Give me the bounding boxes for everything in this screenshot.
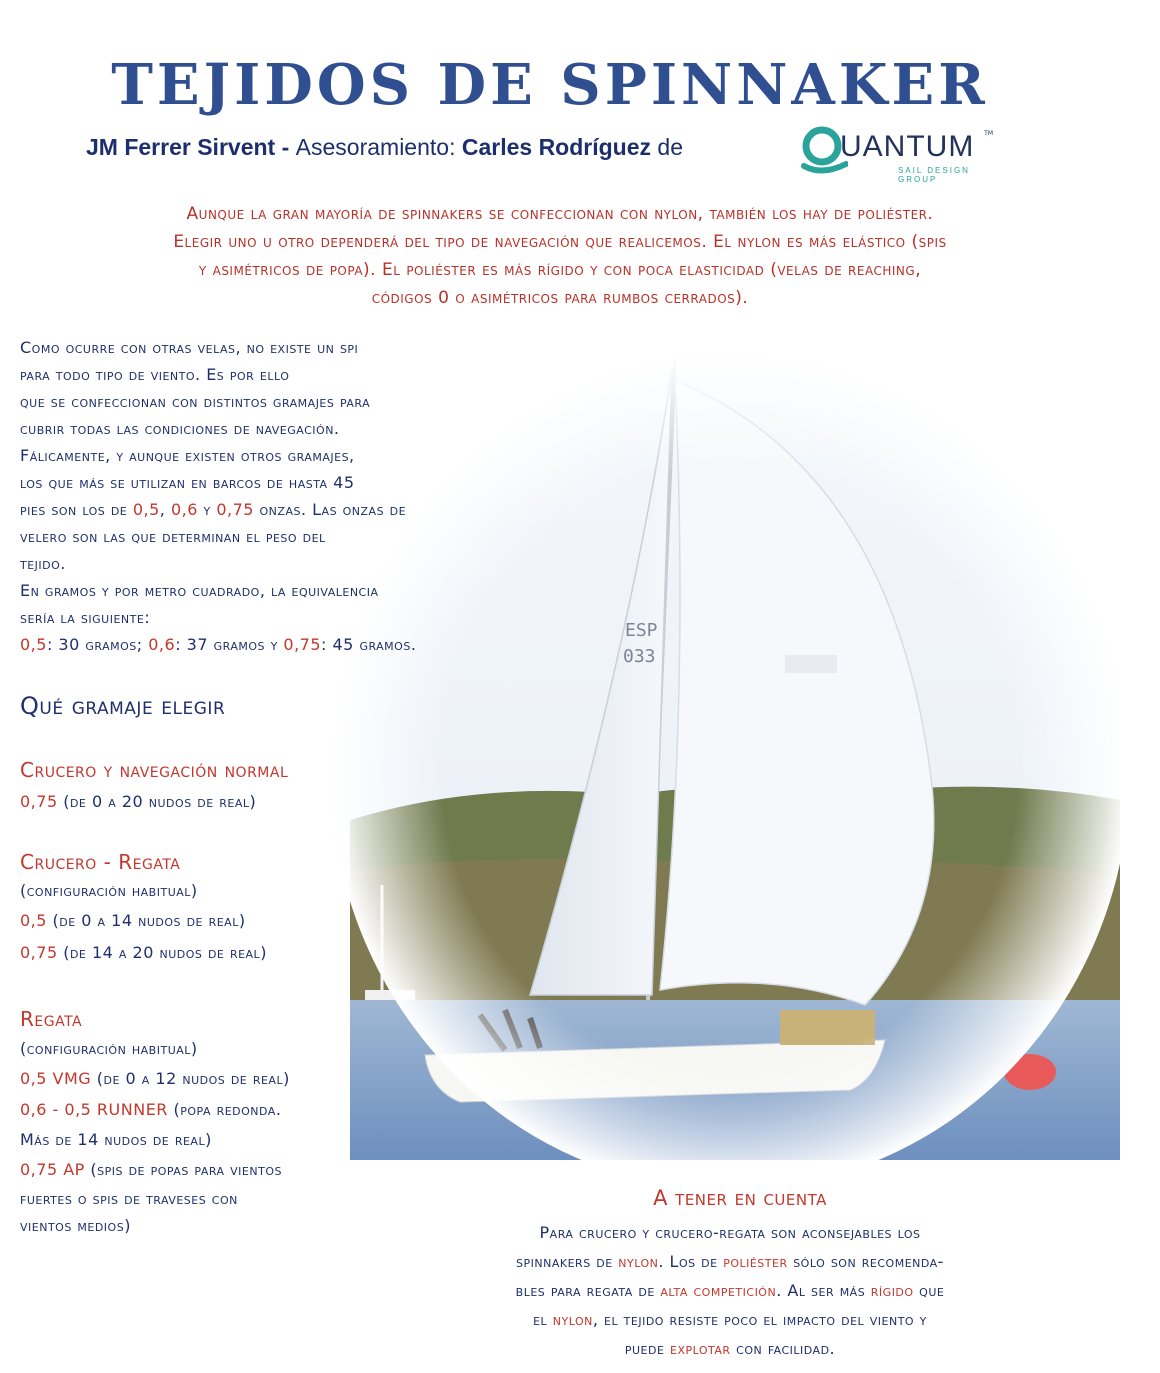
weight-range-cont: fuertes o spis de traveses con <box>20 1189 238 1208</box>
grams-text: : 37 gramos y <box>175 635 284 654</box>
note-line <box>400 1305 1060 1334</box>
note-line <box>400 1334 1060 1363</box>
weight-value: 0,75 <box>216 500 254 519</box>
body-text-part: , <box>159 500 171 519</box>
weight-value: 0,6 - 0,5 RUNNER <box>20 1100 168 1119</box>
category-subtitle: (configuración habitual) <box>20 1039 198 1058</box>
weight-value: 0,75 <box>283 635 322 654</box>
body-line: los que más se utilizan en barcos de hasta 45 <box>20 473 355 492</box>
weight-value: 0,5 VMG <box>20 1069 92 1088</box>
weight-value: 0,5 <box>20 911 47 930</box>
author-name: JM Ferrer Sirvent <box>86 134 276 160</box>
intro-line: Aunque la gran mayoría de spinnakers se confeccionan con nylon, también los hay de poliéster. <box>186 204 934 224</box>
note-line <box>400 1276 1060 1305</box>
body-text-part: y <box>197 500 217 519</box>
body-line: tejido. <box>20 554 66 573</box>
body-line: velero son las que determinan el peso del <box>20 527 326 546</box>
body-line <box>20 496 550 523</box>
byline <box>86 134 683 161</box>
highlight-word: poliéster <box>723 1252 788 1271</box>
weight-row <box>20 1160 282 1179</box>
weight-row <box>20 1100 281 1119</box>
section-heading: Qué gramaje elegir <box>20 692 226 720</box>
weight-range: (de 0 a 20 nudos de real) <box>57 792 257 811</box>
weight-row <box>20 943 267 962</box>
note-line: Para crucero y crucero-regata son aconsejables los <box>539 1223 921 1242</box>
note-line <box>400 1247 1060 1276</box>
note-text: . Al ser más <box>776 1281 871 1300</box>
body-line: sería la siguiente: <box>20 608 151 627</box>
logo-trademark: TM <box>984 130 993 137</box>
weight-range: (de 0 a 14 nudos de real) <box>46 911 246 930</box>
equivalence-line <box>20 631 550 658</box>
note-text: . Los de <box>658 1252 724 1271</box>
note-text: que <box>913 1281 945 1300</box>
highlight-word: alta competición <box>660 1281 777 1300</box>
intro-line: Elegir uno u otro dependerá del tipo de navegación que realicemos. El nylon es más elástico (spis <box>173 232 947 252</box>
weight-range: (popa redonda. <box>167 1100 282 1119</box>
weight-value: 0,6 <box>148 635 176 654</box>
weight-range-cont: vientos medios) <box>20 1216 131 1235</box>
intro-line: y asimétricos de popa). El poliéster es más rígido y con poca elasticidad (velas de reaching, <box>198 260 922 280</box>
logo-subtitle: SAIL DESIGN GROUP <box>898 166 970 184</box>
weight-value: 0,75 <box>20 943 58 962</box>
grams-text: : 30 gramos; <box>46 635 149 654</box>
weight-row <box>20 911 246 930</box>
body-text-part: pies son los de <box>20 500 133 519</box>
category-title: Crucero y navegación normal <box>20 758 289 782</box>
note-paragraph <box>400 1218 1060 1363</box>
weight-value: 0,5 <box>20 635 47 654</box>
weight-range: (de 14 a 20 nudos de real) <box>57 943 267 962</box>
note-text: bles para regata de <box>515 1281 661 1300</box>
logo-wordmark: UANTUM <box>840 130 975 163</box>
body-line: En gramos y por metro cuadrado, la equivalencia <box>20 581 379 600</box>
weight-row <box>20 1069 290 1088</box>
body-line: Como ocurre con otras velas, no existe un spi <box>20 338 359 357</box>
highlight-word: rígido <box>870 1281 914 1300</box>
quantum-logo <box>800 120 995 182</box>
weight-value: 0,75 <box>20 792 58 811</box>
category-title: Regata <box>20 1007 83 1031</box>
advisor-name: Carles Rodríguez <box>461 134 652 160</box>
intro-line: códigos 0 o asimétricos para rumbos cerrados). <box>371 288 749 308</box>
intro-paragraph <box>40 200 1080 312</box>
weight-value: 0,6 <box>170 500 198 519</box>
category-subtitle: (configuración habitual) <box>20 881 198 900</box>
note-text: sólo son recomenda- <box>787 1252 944 1271</box>
body-line: que se confeccionan con distintos gramajes para <box>20 392 371 411</box>
note-title: A tener en cuenta <box>653 1186 827 1210</box>
weight-range: (de 0 a 12 nudos de real) <box>91 1069 290 1088</box>
byline-separator: - <box>275 134 296 160</box>
highlight-word: nylon <box>618 1252 659 1271</box>
byline-de: de <box>651 134 683 160</box>
note-text: con facilidad. <box>730 1339 836 1358</box>
body-line: cubrir todas las condiciones de navegación. <box>20 419 340 438</box>
note-text: puede <box>624 1339 671 1358</box>
weight-row <box>20 792 256 811</box>
body-line: para todo tipo de viento. Es por ello <box>20 365 290 384</box>
weight-range-cont: Más de 14 nudos de real) <box>20 1130 212 1149</box>
advice-label: Asesoramiento: <box>295 134 462 160</box>
grams-text: : 45 gramos. <box>321 635 417 654</box>
note-text: el <box>533 1310 553 1329</box>
note-text: spinnakers de <box>516 1252 619 1271</box>
weight-value: 0,75 AP <box>20 1160 85 1179</box>
note-text: , el tejido resiste poco el impacto del viento y <box>592 1310 927 1329</box>
body-text <box>20 334 550 658</box>
weight-value: 0,5 <box>132 500 160 519</box>
weight-range: (spis de popas para vientos <box>84 1160 282 1179</box>
body-line: Fálicamente, y aunque existen otros gramajes, <box>20 446 355 465</box>
highlight-word: explotar <box>670 1339 731 1358</box>
page-title: TEJIDOS DE SPINNAKER <box>111 52 989 118</box>
category-title: Crucero - Regata <box>20 850 181 874</box>
highlight-word: nylon <box>552 1310 593 1329</box>
body-text-part: onzas. Las onzas de <box>253 500 407 519</box>
